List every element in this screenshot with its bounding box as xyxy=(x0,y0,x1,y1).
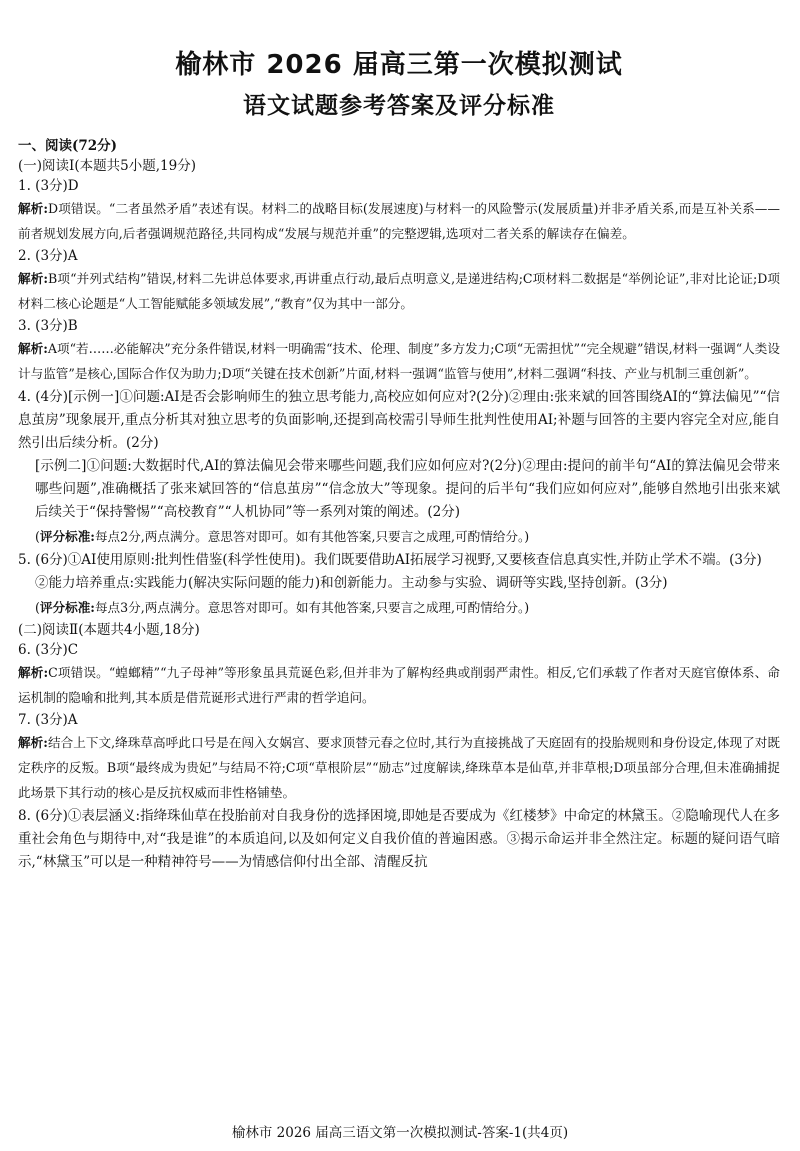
page-title: 榆林市 2026 届高三第一次模拟测试 xyxy=(175,50,623,80)
q4-scoring-standard: (评分标准:每点2分,两点满分。意思答对即可。如有其他答案,只要言之成理,可酌情给分。) xyxy=(35,529,530,544)
q4-example-2: [示例二]①问题:大数据时代,AI的算法偏见会带来哪些问题,我们应如何应对?(2分)②理由:提问的前半句“AI的算法偏见会带来哪些问题”,准确概括了张来斌回答的“信息茧房”“信念放大”等现象。提问的后半句“我们应如何应对”,能够自然地引出张来斌后续关于“保持警惕”“高校教育”“人机协同”等一系列对策的阐述。(2分) xyxy=(35,458,780,520)
q5-scoring-standard: (评分标准:每点3分,两点满分。意思答对即可。如有其他答案,只要言之成理,可酌情给分。) xyxy=(35,600,530,615)
q1-answer: 1. (3分)D xyxy=(18,178,79,194)
q4-example-1: 4. (4分)[示例一]①问题:AI是否会影响师生的独立思考能力,高校应如何应对?(2分)②理由:张来斌的回答围绕AI的“算法偏见”“信息茧房”现象展开,重点分析其对独立思考的负面影响,还提到高校需引导师生批判性使用AI;补题与回答的主要内容完全对应,能自然引出后续分析。(2分) xyxy=(18,389,780,451)
q6-explanation xyxy=(18,660,780,710)
q2-explanation xyxy=(18,266,780,316)
analysis-label: 解析: xyxy=(18,665,49,680)
scoring-standard-label: 评分标准: xyxy=(39,600,95,615)
analysis-label: 解析: xyxy=(18,735,48,750)
q3-explanation xyxy=(18,336,780,386)
subsection-heading-reading-2: (二)阅读Ⅱ(本题共4小题,18分) xyxy=(18,622,200,638)
section-heading-reading: 一、阅读(72分) xyxy=(18,138,118,154)
analysis-label: 解析: xyxy=(18,271,49,286)
q2-answer: 2. (3分)A xyxy=(18,248,78,264)
q2-explanation-text: B项“并列式结构”错误,材料二先讲总体要求,再讲重点行动,最后点明意义,是递进结构;C项材料二数据是“举例论证”,非对比论证;D项材料二核心论题是“人工智能赋能多领域发展”,“教育”仅为其中一部分。 xyxy=(18,271,780,311)
q4-scoring-standard-text: 每点2分,两点满分。意思答对即可。如有其他答案,只要言之成理,可酌情给分。) xyxy=(94,529,530,544)
subsection-heading-reading-1: (一)阅读Ⅰ(本题共5小题,19分) xyxy=(18,158,196,174)
q1-explanation xyxy=(18,196,780,246)
q6-answer: 6. (3分)C xyxy=(18,642,79,658)
q7-answer: 7. (3分)A xyxy=(18,712,78,728)
q7-explanation xyxy=(18,730,780,805)
q8-answer: 8. (6分)①表层涵义:指绛珠仙草在投胎前对自我身份的选择困境,即她是否要成为《红楼梦》中命定的林黛玉。②隐喻现代人在多重社会角色与期待中,对“我是谁”的本质追问,以及如何定义自我价值的普遍困惑。③揭示命运并非全然注定。标题的疑问语气暗示,“林黛玉”可以是一种精神符号——为情感信仰付出全部、清醒反抗 xyxy=(18,808,780,870)
q5-scoring-standard-text: 每点3分,两点满分。意思答对即可。如有其他答案,只要言之成理,可酌情给分。) xyxy=(94,600,530,615)
q6-explanation-text: C项错误。“蝗螂精”“九子母神”等形象虽具荒诞色彩,但并非为了解构经典或削弱严肃性。相反,它们承载了作者对天庭官僚体系、命运机制的隐喻和批判,其本质是借荒诞形式进行严肃的哲学追问。 xyxy=(18,665,780,705)
q1-explanation-text: D项错误。“二者虽然矛盾”表述有误。材料二的战略目标(发展速度)与材料一的风险警示(发展质量)并非矛盾关系,而是互补关系——前者规划发展方向,后者强调规范路径,共同构成“发展与规范并重”的完整逻辑,选项对二者关系的解读存在偏差。 xyxy=(18,201,780,241)
q7-explanation-text: 结合上下文,绛珠草高呼此口号是在闯入女娲宫、要求顶替元春之位时,其行为直接挑战了天庭固有的投胎规则和身份设定,体现了对既定秩序的反叛。B项“最终成为贵妃”与结局不符;C项“草根阶层”“励志”过度解读,绛珠草本是仙草,并非草根;D项虽部分合理,但未准确捕捉此场景下其行动的核心是反抗权威而非性格铺垫。 xyxy=(18,735,780,800)
analysis-label: 解析: xyxy=(18,341,48,356)
q5-point-2: ②能力培养重点:实践能力(解决实际问题的能力)和创新能力。主动参与实验、调研等实践,坚持创新。(3分) xyxy=(35,575,668,591)
q3-answer: 3. (3分)B xyxy=(18,318,78,334)
analysis-label: 解析: xyxy=(18,201,49,216)
q3-explanation-text: A项“若……必能解决”充分条件错误,材料一明确需“技术、伦理、制度”多方发力;C项“无需担忧”“完全规避”错误,材料一强调“人类设计与监管”是核心,国际合作仅为助力;D项“关键在技术创新”片面,材料一强调“监管与使用”,材料二强调“科技、产业与机制三重创新”。 xyxy=(18,341,780,381)
page-footer: 榆林市 2026 届高三语文第一次模拟测试-答案-1(共4页) xyxy=(231,1125,569,1141)
page-subtitle: 语文试题参考答案及评分标准 xyxy=(243,93,555,119)
q5-point-1: 5. (6分)①AI使用原则:批判性借鉴(科学性使用)。我们既要借助AI拓展学习视野,又要核查信息真实性,并防止学术不端。(3分) xyxy=(18,552,762,568)
scoring-standard-label: 评分标准: xyxy=(39,529,95,544)
